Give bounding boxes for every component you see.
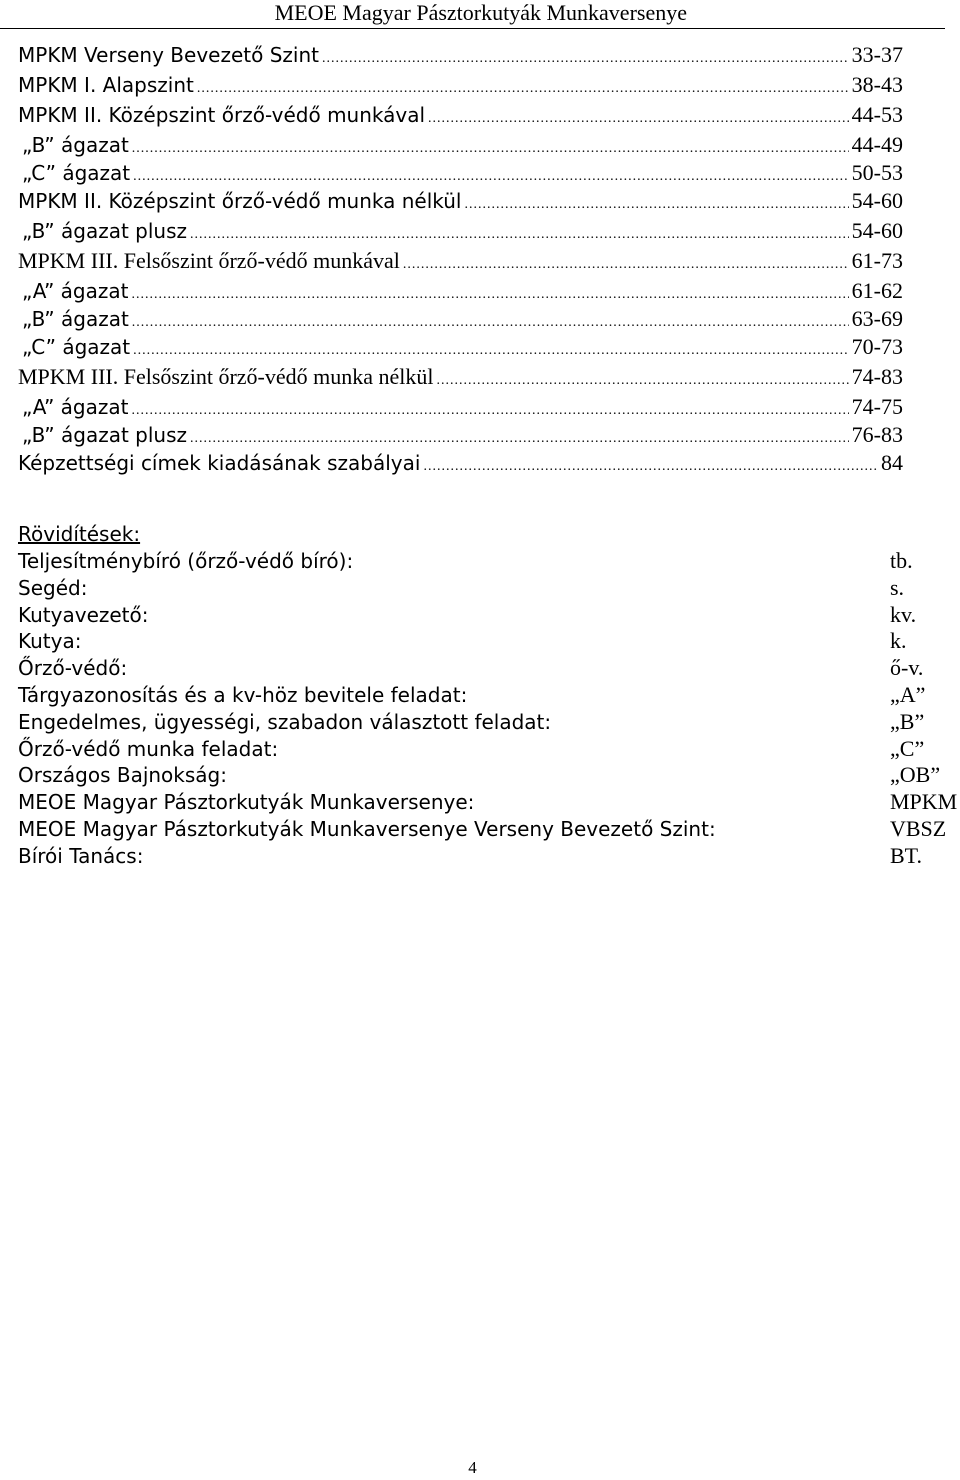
abbreviation-term: MEOE Magyar Pásztorkutyák Munkaversenye Verseny Bevezető Szint: (18, 816, 716, 841)
toc-entry-pages: 61-62 (851, 278, 903, 303)
toc-entry[interactable] (18, 72, 903, 102)
toc-entry-label: MPKM I. Alapszint (18, 73, 194, 97)
toc-entry[interactable] (18, 278, 903, 306)
dot-leader (131, 403, 848, 419)
toc-entry-label: MPKM III. Felsőszint őrző-védő munka nélkül (18, 364, 434, 389)
toc-entry-label: „A” ágazat (22, 279, 129, 303)
running-header (0, 0, 945, 29)
toc-entry-label: „B” ágazat (22, 133, 129, 157)
abbreviation-short: k. (890, 628, 907, 654)
toc-entry-label: „C” ágazat (22, 335, 131, 359)
abbreviation-short: VBSZ (890, 815, 947, 841)
abbreviation-term: Tárgyazonosítás és a kv-höz bevitele feladat: (18, 682, 468, 707)
running-header-title: MEOE Magyar Pásztorkutyák Munkaversenye (274, 0, 687, 25)
abbreviation-short: „B” (890, 708, 925, 734)
toc-entry-label: Képzettségi címek kiadásának szabályai (18, 451, 421, 475)
abbreviation-row (18, 575, 960, 602)
toc-entry-pages: 70-73 (851, 334, 903, 359)
abbreviations-section (18, 520, 960, 870)
abbreviation-term: Kutya: (18, 629, 82, 654)
toc-entry[interactable] (18, 364, 903, 394)
abbreviation-short: ő-v. (890, 655, 924, 681)
abbreviation-row (18, 709, 960, 736)
toc-entry[interactable] (18, 102, 903, 132)
toc-entry-pages: 76-83 (851, 422, 903, 447)
abbreviation-short: „C” (890, 735, 925, 761)
abbreviation-row (18, 682, 960, 709)
toc-entry[interactable] (18, 160, 903, 188)
toc-entry[interactable] (18, 334, 903, 364)
toc-entry-label: MPKM II. Középszint őrző-védő munkával (18, 103, 426, 127)
abbreviation-term: Bírói Tanács: (18, 843, 144, 868)
toc-entry-pages: 74-83 (851, 364, 903, 389)
abbreviation-term: Kutyavezető: (18, 602, 149, 627)
abbreviation-short: tb. (890, 548, 913, 573)
dot-leader (132, 315, 849, 331)
abbreviation-short: „OB” (890, 762, 941, 788)
toc-entry[interactable] (18, 450, 903, 480)
dot-leader (322, 51, 849, 67)
toc-entry-label: „B” ágazat (22, 307, 129, 331)
page-number: 4 (468, 1458, 477, 1477)
toc-entry-pages: 63-69 (851, 306, 903, 331)
abbreviation-row (18, 843, 960, 870)
toc-entry-pages: 84 (881, 450, 903, 475)
dot-leader (133, 169, 849, 185)
dot-leader (131, 287, 848, 303)
toc-entry-pages: 44-53 (851, 102, 903, 127)
toc-entry[interactable] (18, 394, 903, 422)
dot-leader (190, 431, 849, 447)
abbreviation-short: BT. (890, 842, 922, 868)
dot-leader (403, 257, 849, 273)
toc-entry[interactable] (18, 306, 903, 334)
dot-leader (437, 373, 849, 389)
table-of-contents (18, 42, 903, 480)
toc-entry-label: MPKM II. Középszint őrző-védő munka nélkül (18, 189, 462, 213)
abbreviation-term: MEOE Magyar Pásztorkutyák Munkaversenye: (18, 790, 475, 815)
abbreviation-short: MPKM (890, 789, 958, 815)
dot-leader (464, 197, 848, 213)
abbreviation-row (18, 736, 960, 763)
abbreviation-row (18, 628, 960, 655)
abbreviation-short: kv. (890, 601, 917, 627)
abbreviation-row (18, 548, 960, 575)
abbreviation-short: s. (890, 574, 905, 600)
abbreviation-row (18, 602, 960, 629)
dot-leader (423, 459, 878, 475)
abbreviation-row (18, 762, 960, 789)
toc-entry-label: „C” ágazat (22, 161, 131, 185)
abbreviation-row (18, 816, 960, 843)
dot-leader (132, 141, 849, 157)
toc-entry[interactable] (18, 42, 903, 72)
toc-entry-pages: 54-60 (851, 218, 903, 243)
toc-entry-label: „B” ágazat plusz (22, 219, 187, 243)
abbreviation-short: „A” (890, 681, 926, 707)
toc-entry-pages: 74-75 (851, 394, 903, 419)
toc-entry-label: MPKM Verseny Bevezető Szint (18, 43, 319, 67)
abbreviation-row (18, 655, 960, 682)
toc-entry[interactable] (18, 422, 903, 450)
abbreviation-term: Engedelmes, ügyességi, szabadon választott feladat: (18, 709, 552, 734)
toc-entry-label: „A” ágazat (22, 395, 129, 419)
toc-entry-pages: 54-60 (851, 188, 903, 213)
toc-entry-label: „B” ágazat plusz (22, 423, 187, 447)
dot-leader (197, 81, 849, 97)
abbreviations-heading: Rövidítések: (18, 522, 141, 546)
toc-entry-pages: 44-49 (851, 132, 903, 157)
abbreviation-row (18, 789, 960, 816)
toc-entry-label: MPKM III. Felsőszint őrző-védő munkával (18, 248, 400, 273)
toc-entry[interactable] (18, 132, 903, 160)
toc-entry[interactable] (18, 218, 903, 248)
toc-entry-pages: 50-53 (851, 160, 903, 185)
abbreviation-term: Segéd: (18, 575, 88, 600)
toc-entry-pages: 61-73 (851, 248, 903, 273)
toc-entry-pages: 33-37 (851, 42, 903, 67)
dot-leader (428, 111, 849, 127)
dot-leader (133, 343, 849, 359)
abbreviation-term: Országos Bajnokság: (18, 763, 227, 788)
dot-leader (190, 227, 849, 243)
abbreviation-term: Őrző-védő: (18, 656, 128, 681)
toc-entry[interactable] (18, 248, 903, 278)
abbreviation-term: Őrző-védő munka feladat: (18, 736, 279, 761)
toc-entry-pages: 38-43 (851, 72, 903, 97)
abbreviation-term: Teljesítménybíró (őrző-védő bíró): (18, 549, 354, 573)
toc-entry[interactable] (18, 188, 903, 218)
